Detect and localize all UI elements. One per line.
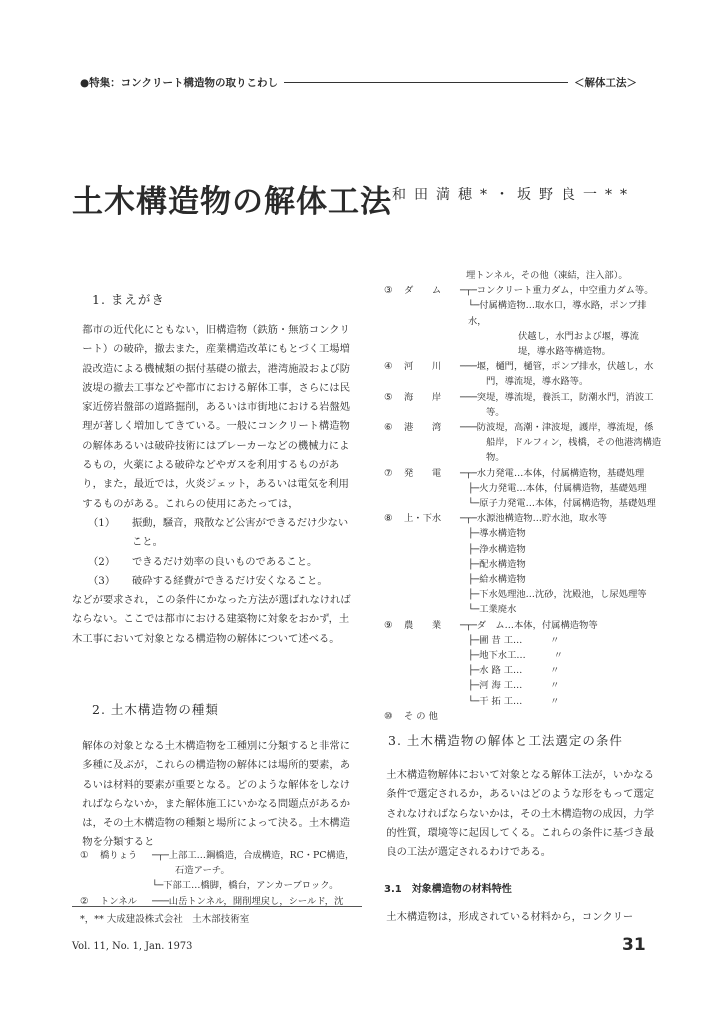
section1-body	[72, 321, 357, 649]
section1-closing: などが要求され，この条件にかなった方法が選ばれなければならない。ここでは都市における建築物に対象をおかず，土木工事において対象となる構造物の解体について述べる。	[72, 594, 351, 645]
article-title: 土木構造物の解体工法	[72, 184, 392, 220]
article-authors: 和田満穂*・坂野良一**	[392, 187, 635, 203]
classification-row: ② トンネル ───山岳トンネル，開削埋戻し，シールド，沈	[80, 895, 344, 907]
classification-row-cont: ├─給水構造物	[468, 574, 526, 586]
section3-paragraph: 土木構造物解体において対象となる解体工法が，いかなる条件で選定されるか，あるいはどのような形をもって選定されなければならないかは，その土木構造物の成因，力学的性質，環境等に起因してくる。これらの条件に基づき最良の工法が選定されるわけである。	[386, 769, 655, 859]
structure-classification-right	[384, 268, 664, 724]
classification-row-cont: └─原子力発電…本体，付属構造物，基礎処理	[468, 498, 656, 510]
classification-row-cont: └─工業廃水	[468, 604, 517, 616]
section2-body	[72, 737, 357, 853]
list-item: （2） できるだけ効率の良いものであること。	[88, 555, 318, 568]
classification-row-cont: 石造アーチ。	[175, 865, 230, 877]
classification-row-cont: 門，導流堤，導水路等。	[486, 376, 589, 388]
classification-row-cont: ├─下水処理池…沈砂，沈殿池，し尿処理等	[468, 589, 647, 601]
classification-row: ⑩ そ の 他	[384, 710, 438, 722]
header-rule	[284, 82, 568, 83]
footer-volume: Vol. 11, No. 1, Jan. 1973	[72, 941, 193, 952]
classification-row-cont: 堤，導水路等構造物。	[518, 346, 611, 358]
list-item: （3） 破砕する経費ができるだけ安くなること。	[88, 574, 328, 587]
footnote: *，** 大成建設株式会社 土木部技術室	[80, 914, 250, 925]
list-item: （1） 振動，騒音，飛散など公害ができるだけ少ないこと。	[88, 516, 349, 549]
header-left: ●特集：コンクリート構造物の取りこわし	[80, 76, 278, 89]
classification-row-cont: └─干 拓 工… 〃	[468, 695, 560, 707]
classification-row-cont: ├─浄水構造物	[468, 543, 526, 555]
classification-row-cont: ├─水 路 工… 〃	[468, 665, 560, 677]
classification-row-cont: ├─配水構造物	[468, 558, 526, 570]
header-right: ＜解体工法＞	[574, 76, 637, 89]
classification-row-cont: 伏越し，水門および堰，導流	[518, 330, 639, 342]
classification-row-cont: └─下部工…橋脚，橋台，アンカーブロック。	[152, 880, 339, 892]
classification-row-cont: ├─導水構造物	[468, 528, 526, 540]
classification-row: ④ 河 川 ───堰，樋門，樋管，ポンプ排水，伏越し，水	[384, 361, 654, 373]
classification-row-cont: ├─火力発電…本体，付属構造物，基礎処理	[468, 482, 647, 494]
classification-row-cont: 等。	[486, 406, 505, 418]
subsection-body	[376, 908, 658, 927]
classification-row: ③ ダ ム ─┬─コンクリート重力ダム，中空重力ダム等。	[384, 285, 654, 297]
classification-row-cont: ├─地下水工… 〃	[468, 650, 563, 662]
subsection-heading: 3.1 対象構造物の材料特性	[384, 884, 512, 895]
classification-row-cont: 物。	[486, 452, 505, 464]
classification-row-cont: 船岸，ドルフィン，桟橋，その他港湾構造	[486, 437, 662, 449]
section2-paragraph: 解体の対象となる土木構造物を工種別に分類すると非常に多種に及ぶが，これらの構造物の解体には場所的要素，あるいは材料的要素が重要となる。どのような解体をしなければならないか，また解体施工にいかなる問題点があるかは，その土木構造物の種類と場所によって決る。土木構造物を分類すると	[82, 740, 351, 849]
classification-row: ⑨ 農 業 ─┬─ダ ム…本体，付属構造物等	[384, 619, 598, 631]
section1-paragraph: 都市の近代化にともない，旧構造物（鉄筋・無筋コンクリート）の破砕，撤去また，産業構造改革にもとづく工場増設改造による機械類の据付基礎の撤去，港湾施設および防波堤の撤去工事などや都市における解体工事，さらには民家近傍岩盤部の道路掘削，あるいは市街地における岩盤処理が著しく増加してきている。一般にコンクリート構造物の解体あるいは破砕技術にはブレーカーなどの機械力によるもの，火薬による破砕などやガスを利用するものがあり，また，最近では，火炎ジェット，あるいは電気を利用するものがある。これらの使用にあたっては，	[82, 324, 351, 510]
section2-heading: 2. 土木構造物の種類	[92, 702, 219, 717]
classification-row: ⑤ 海 岸 ───突堤，導流堤，養浜工，防潮水門，消波工	[384, 391, 654, 403]
subsection-paragraph: 土木構造物は，形成されている材料から，コンクリー	[386, 911, 634, 923]
section1-heading: 1. まえがき	[92, 292, 165, 307]
footnote-rule	[72, 906, 362, 907]
running-header	[80, 74, 637, 90]
classification-row-cont: ├─圃 昔 工… 〃	[468, 634, 560, 646]
classification-row: ⑥ 港 湾 ───防波堤，高潮・津波堤，護岸，導流堤，係	[384, 422, 654, 434]
page-number: 31	[622, 935, 646, 955]
classification-row: ⑦ 発 電 ─┬─水力発電…本体，付属構造物，基礎処理	[384, 467, 645, 479]
classification-row-cont: 埋トンネル，その他（凍結，注入部）。	[466, 270, 628, 281]
classification-row: ⑧ 上・下水 ─┬─水源池構造物…貯水池，取水等	[384, 513, 607, 525]
section3-heading: 3. 土木構造物の解体と工法選定の条件	[388, 733, 623, 748]
classification-row-cont: ├─河 海 工… 〃	[468, 680, 560, 692]
section3-body	[376, 766, 658, 862]
classification-row-cont: └─付属構造物…取水口，導水路，ポンプ排水，	[468, 300, 647, 327]
classification-row: ① 橋りょう ─┬─上部工…鋼橋造，合成構造，RC・PC構造，	[80, 850, 355, 861]
structure-classification-left	[80, 848, 360, 909]
